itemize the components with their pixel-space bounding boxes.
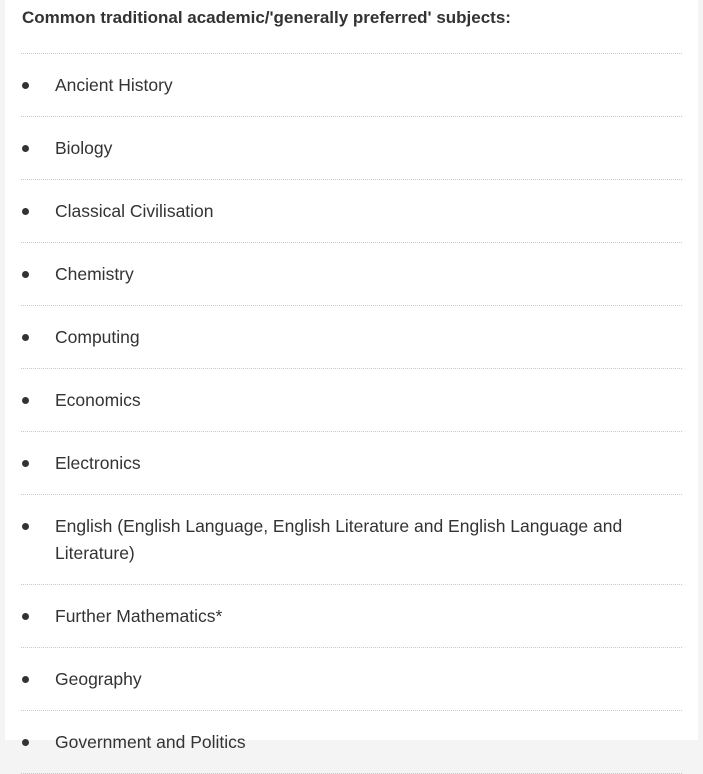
list-item: [21, 648, 682, 711]
subject-label: Geography: [55, 669, 142, 689]
subject-label: Computing: [55, 327, 140, 347]
subject-label: Economics: [55, 390, 141, 410]
list-item: [21, 54, 682, 117]
list-item: [21, 117, 682, 180]
subject-label: Classical Civilisation: [55, 201, 214, 221]
bullet-icon: [22, 397, 29, 404]
subject-label: Ancient History: [55, 75, 173, 95]
list-item: [21, 180, 682, 243]
content-panel: [5, 0, 698, 752]
subject-label: Government and Politics: [55, 732, 246, 752]
bullet-icon: [22, 208, 29, 215]
bullet-icon: [22, 676, 29, 683]
bullet-icon: [22, 739, 29, 746]
subject-label: Electronics: [55, 453, 141, 473]
bullet-icon: [22, 271, 29, 278]
list-item: [21, 243, 682, 306]
list-item: [21, 585, 682, 648]
bullet-icon: [22, 613, 29, 620]
bullet-icon: [22, 523, 29, 530]
bullet-icon: [22, 145, 29, 152]
subject-label: Chemistry: [55, 264, 134, 284]
section-heading: Common traditional academic/'generally preferred' subjects:: [22, 8, 511, 27]
subject-list: [21, 53, 682, 774]
subject-label: Further Mathematics*: [55, 606, 223, 626]
list-item: [21, 306, 682, 369]
subject-label: Biology: [55, 138, 113, 158]
bullet-icon: [22, 334, 29, 341]
list-item: [21, 495, 682, 585]
list-item: [21, 711, 682, 774]
subject-label: English (English Language, English Literature and English Language and Literature): [55, 516, 623, 563]
list-item: [21, 432, 682, 495]
bullet-icon: [22, 82, 29, 89]
bullet-icon: [22, 460, 29, 467]
list-item: [21, 369, 682, 432]
